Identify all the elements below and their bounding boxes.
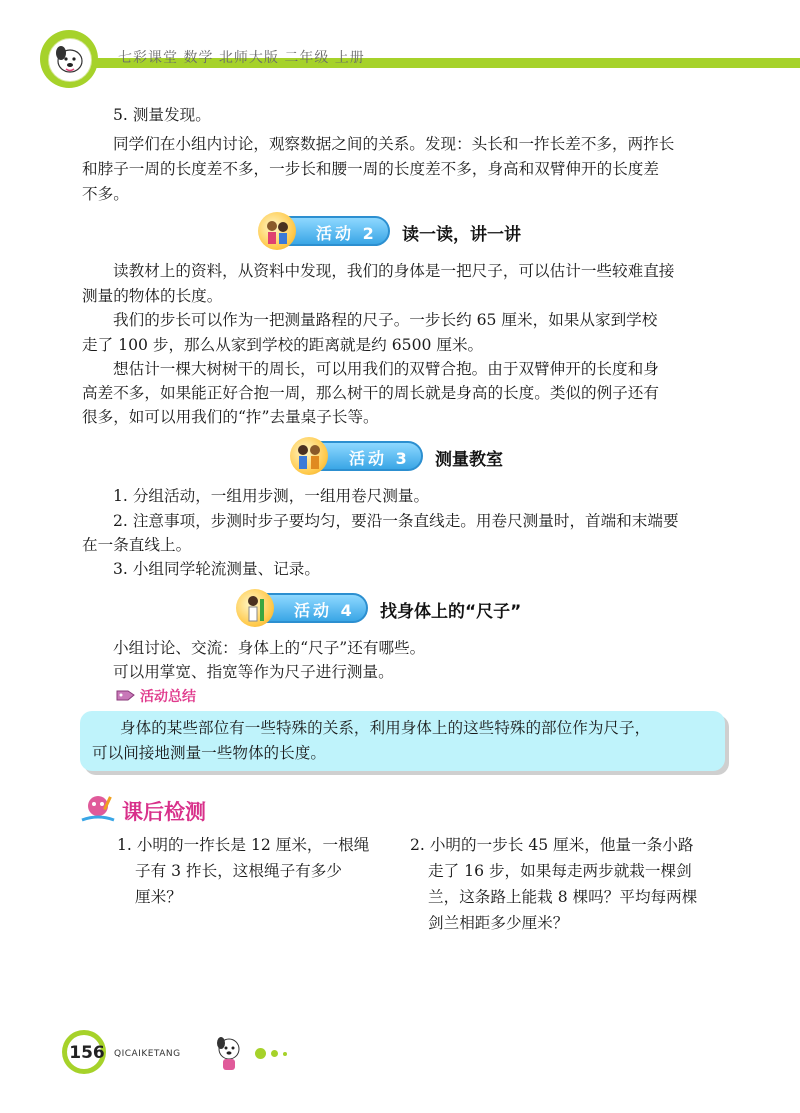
question-1-line: 厘米？ bbox=[135, 888, 182, 906]
activity4-line: 小组讨论、交流：身体上的“尺子”还有哪些。 bbox=[113, 639, 426, 657]
tag-icon bbox=[116, 686, 136, 702]
footer-dot bbox=[255, 1048, 266, 1059]
activity2-line: 测量的物体的长度。 bbox=[82, 287, 223, 305]
question-1-line: 1. 小明的一拃长是 12 厘米，一根绳 bbox=[117, 836, 370, 854]
activity3-line: 在一条直线上。 bbox=[82, 536, 192, 554]
section5-line: 不多。 bbox=[82, 185, 129, 203]
footer-brand: QICAIKETANG bbox=[114, 1049, 181, 1059]
question-1-line: 子有 3 拃长，这根绳子有多少 bbox=[135, 862, 342, 880]
mascot-dog-icon bbox=[48, 38, 92, 82]
activity3-line: 3. 小组同学轮流测量、记录。 bbox=[113, 560, 320, 578]
activity3-line: 1. 分组活动，一组用步测，一组用卷尺测量。 bbox=[113, 487, 430, 505]
activity2-line: 想估计一棵大树树干的周长，可以用我们的双臂合抱。由于双臂伸开的长度和身 bbox=[113, 360, 659, 378]
footer-dot bbox=[283, 1052, 287, 1056]
question-2-line: 剑兰相距多少厘米？ bbox=[428, 914, 569, 932]
activity2-badge-label: 活动 2 bbox=[316, 224, 377, 243]
question-2-line: 走了 16 步，如果每走两步就栽一棵剑 bbox=[428, 862, 692, 880]
kid-ruler-icon bbox=[236, 589, 274, 627]
activity2-line: 读教材上的资料，从资料中发现，我们的身体是一把尺子，可以估计一些较难直接 bbox=[113, 262, 675, 280]
activity4-badge-label: 活动 4 bbox=[294, 601, 355, 620]
header-title: 七彩课堂 数学 北师大版 二年级 上册 bbox=[118, 50, 365, 66]
footer-dot bbox=[271, 1050, 278, 1057]
kids-measuring-icon bbox=[290, 437, 328, 475]
section5-line: 同学们在小组内讨论，观察数据之间的关系。发现：头长和一拃长差不多，两拃长 bbox=[113, 135, 675, 153]
activity2-line: 走了 100 步，那么从家到学校的距离就是约 6500 厘米。 bbox=[82, 336, 484, 354]
kids-reading-icon bbox=[258, 212, 296, 250]
section5-line: 和脖子一周的长度差不多，一步长和腰一周的长度差不多，身高和双臂伸开的长度差 bbox=[82, 160, 659, 178]
summary-line: 身体的某些部位有一些特殊的关系，利用身体上的这些特殊的部位作为尺子， bbox=[120, 719, 651, 737]
page-number: 156 bbox=[69, 1043, 105, 1063]
activity2-line: 高差不多，如果能正好合抱一周，那么树干的周长就是身高的长度。类似的例子还有 bbox=[82, 384, 659, 402]
footer-mascot-dog-icon bbox=[212, 1034, 246, 1074]
activity2-line: 很多，如可以用我们的“拃”去量桌子长等。 bbox=[82, 408, 379, 426]
section5-heading: 5. 测量发现。 bbox=[113, 106, 211, 124]
activity3-title: 测量教室 bbox=[435, 450, 503, 470]
summary-label: 活动总结 bbox=[140, 689, 196, 705]
activity3-badge-label: 活动 3 bbox=[349, 449, 410, 468]
question-2-line: 兰，这条路上能栽 8 棵吗？平均每两棵 bbox=[428, 888, 698, 906]
summary-line: 可以间接地测量一些物体的长度。 bbox=[92, 744, 326, 762]
mascot-pencil-icon bbox=[78, 790, 118, 826]
activity4-line: 可以用掌宽、指宽等作为尺子进行测量。 bbox=[113, 663, 394, 681]
check-title: 课后检测 bbox=[122, 800, 206, 824]
activity2-line: 我们的步长可以作为一把测量路程的尺子。一步长约 65 厘米，如果从家到学校 bbox=[113, 311, 658, 329]
activity4-title: 找身体上的“尺子” bbox=[380, 602, 522, 622]
activity2-title: 读一读，讲一讲 bbox=[402, 225, 521, 245]
activity3-line: 2. 注意事项，步测时步子要均匀，要沿一条直线走。用卷尺测量时，首端和末端要 bbox=[113, 512, 679, 530]
question-2-line: 2. 小明的一步长 45 厘米，他量一条小路 bbox=[410, 836, 694, 854]
